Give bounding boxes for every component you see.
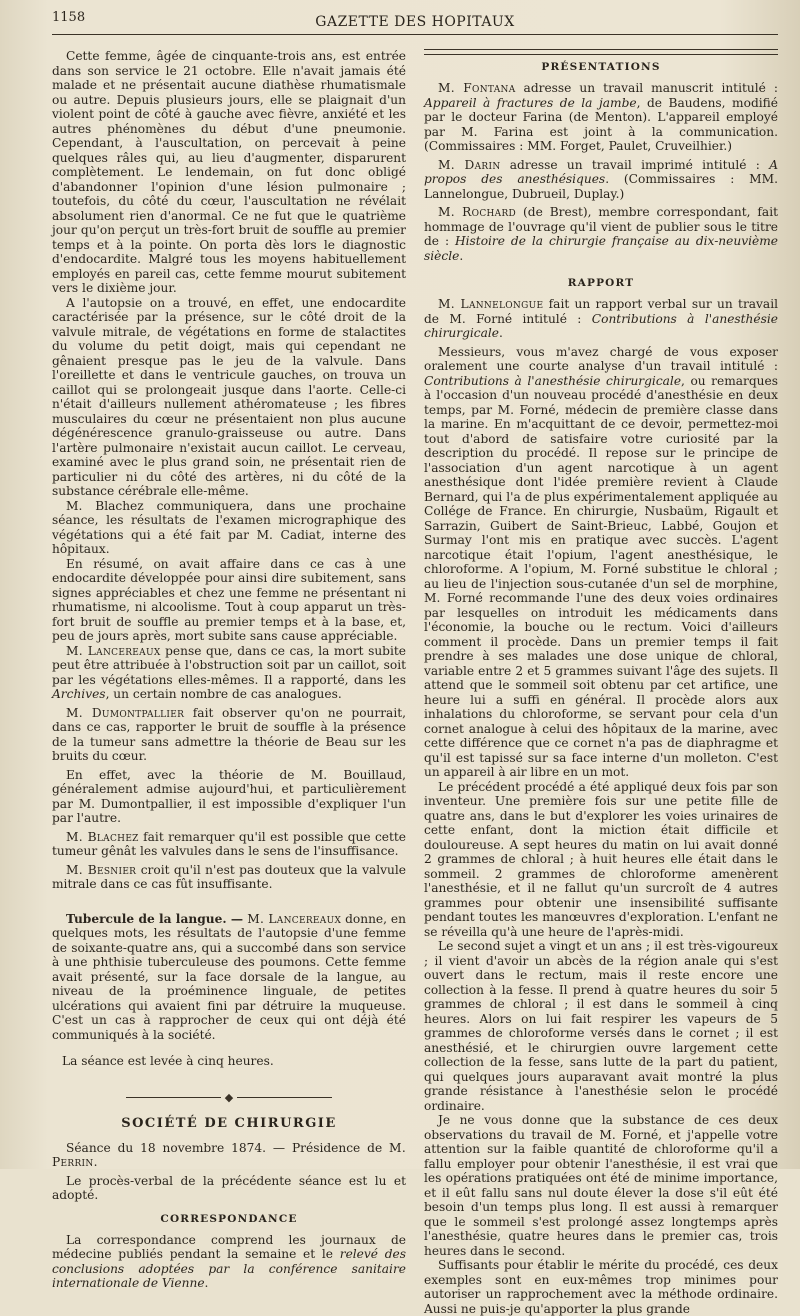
speaker-name: M. Dumontpallier (66, 705, 185, 720)
run-in-heading: Tubercule de la langue. — (66, 911, 244, 926)
speaker-name: M. Rochard (438, 205, 517, 219)
paragraph: Séance du 18 novembre 1874. — Présidence de M. Perrin. (52, 1140, 406, 1169)
paragraph: Cette femme, âgée de cinquante-trois ans, est entrée dans son service le 21 octobre. Elle n'avait jamais été malade et ne présentait aucune diathèse rhumatismale ou autre. Depuis plusieurs jours, elle se plaignait d'un violent point de côté à gauche avec fièvre, anxiété et les autres phénomènes du début d'une pneumonie. Cependant, à l'auscultation, on percevait à peine quelques râles qui, au lieu d'augmenter, disparurent complètement. Le lendemain, on fut donc obligé d'abandonner l'opinion d'une lésion pulmonaire ; toutefois, du côté du cœur, l'auscultation ne révélait absolument rien d'anormal. Ce ne fut que le quatrième jour qu'on perçut un très-fort bruit de souffle au premier temps et à la pointe. On porta dès lors le diagnostic d'endocardite. Malgré tous les moyens habituellement employés en pareil cas, cette femme mourut subitement vers le dixième jour. (52, 49, 406, 295)
paragraph: M. Rochard (de Brest), membre correspondant, fait hommage de l'ouvrage qu'il vient de publier sous le titre de : Histoire de la chirurgie française au dix-neuvième siècle. (424, 205, 778, 263)
paragraph: La correspondance comprend les journaux de médecine publiés pendant la semaine et le relevé des conclusions adoptées par la conférence sanitaire internationale de Vienne. (52, 1232, 407, 1290)
session-closing: La séance est levée à cinq heures. (62, 1054, 274, 1068)
paragraph: Le second sujet a vingt et un ans ; il est très-vigoureux ; il vient d'avoir un abcès de la région anale qui s'est ouvert dans le rectum, mais il reste encore une collection à la fesse. Il prend à quatre heures du soir 5 grammes de chloral ; il est dans le sommeil à cinq heures. Alors on lui fait respirer les vapeurs de 5 grammes de chloroforme versés dans le cornet ; il est anesthésié, et le chirurgien ouvre largement cette collection de la fesse, sans lutte de la part du patient, qui quelques jours auparavant avait montré la plus grande résistance à l'anesthésie selon le procédé ordinaire. (424, 939, 778, 1113)
speaker-name: M. Lannelongue (438, 297, 544, 311)
paragraph: En effet, avec la théorie de M. Bouillaud, généralement admise aujourd'hui, et particulièrement par M. Dumontpallier, il est impossible d'expliquer l'un par l'autre. (52, 767, 406, 825)
paragraph: M. Darin adresse un travail imprimé intitulé : A propos des anesthésiques. (Commissaires : MM. Lannelongue, Dubrueil, Duplay.) (424, 157, 778, 201)
paragraph: Le procès-verbal de la précédente séance est lu et adopté. (52, 1173, 406, 1202)
speaker-name: M. Fontana (438, 81, 516, 95)
paragraph: Tubercule de la langue. — M. Lancereaux donne, en quelques mots, les résultats de l'autopsie d'une femme de soixante-quatre ans, qui a succombé dans son service à une phthisie tuberculeuse des poumons. Cette femme avait présenté, sur la face dorsale de la langue, au niveau de la proéminence linguale, de petites ulcérations qui avaient fini par détruire la muqueuse. C'est un cas à rapprocher de ceux qui ont déjà été communiqués à la société. (52, 911, 406, 1042)
right-column (424, 49, 778, 1316)
subsection-title: RAPPORT (567, 277, 635, 289)
paragraph: M. Besnier croit qu'il n'est pas douteux que la valvule mitrale dans ce cas fût insuffisante. (52, 862, 406, 891)
president-name: M. Perrin (52, 1140, 406, 1169)
speaker-name: M. Lancereaux (243, 911, 342, 926)
speaker-name: M. Blachez (66, 829, 139, 844)
paragraph: M. Fontana adresse un travail manuscrit intitulé : Appareil à fractures de la jambe, de Baudens, modifié par le docteur Farina (de Menton). L'appareil employé par M. Farina est joint à la communication. (Commissaires : MM. Forget, Paulet, Cruveilhier.) (424, 81, 778, 153)
section-title: SOCIÉTÉ DE CHIRURGIE (121, 1115, 337, 1131)
paragraph: M. Lancereaux pense que, dans ce cas, la mort subite peut être attribuée à l'obstruction soit par un caillot, soit par les végétations elles-mêmes. Il a rapporté, dans les Archives, un certain nombre de cas analogues. (52, 643, 406, 701)
left-column (52, 49, 406, 1316)
paragraph: Suffisants pour établir le mérite du procédé, ces deux exemples sont en eux-mêmes trop minimes pour autoriser un rapprochement avec la méthode ordinaire. Aussi ne puis-je qu'apporter la plus grande (424, 1258, 778, 1316)
paragraph: A l'autopsie on a trouvé, en effet, une endocardite caractérisée par la présence, sur le côté droit de la valvule mitrale, de végétations en forme de stalactites du volume du petit doigt, mais qui cependant ne gênaient presque pas le jeu de la valvule. Dans l'oreillette et dans le ventricule gauches, on trouva un caillot qui se prolongeait jusque dans l'aorte. Celle-ci n'était d'ailleurs nullement athéromateuse ; les fibres musculaires du cœur ne présentaient non plus aucune dégénérescence granulo-graisseuse ou autre. Dans l'artère pulmonaire n'existait aucun caillot. Le cerveau, examiné avec le plus grand soin, ne présentait rien de particulier ni du côté des artères, ni du côté de la substance cérébrale elle-même. (52, 295, 406, 498)
paragraph: Messieurs, vous m'avez chargé de vous exposer oralement une courte analyse d'un travail intitulé : Contributions à l'anesthésie chirurgicale, ou remarques à l'occasion d'un nouveau procédé d'anesthésie en deux temps, par M. Forné, médecin de première classe dans la marine. En m'acquittant de ce devoir, permettez-moi tout d'abord de satisfaire votre curiosité par la description du procédé. Il repose sur le principe de l'association d'un agent narcotique à un agent anesthésique dont l'idée première revient à Claude Bernard, qui l'a de plus expérimentalement appliquée au Collége de France. En chirurgie, Nusbaüm, Rigault et Sarrazin, Guibert de Saint-Brieuc, Labbé, Goujon et Surmay l'ont mis en pratique avec succès. L'agent narcotique était l'opium, l'agent anesthésique, le chloroforme. A l'opium, M. Forné substitue le chloral ; au lieu de l'injection sous-cutanée d'un sel de morphine, M. Forné recommande l'une des deux voies ordinaires par lesquelles on introduit les médicaments dans l'économie, la bouche ou le rectum. Voici d'ailleurs comment il procède. Dans un premier temps il fait prendre à ses malades une dose unique de chloral, variable entre 2 et 5 grammes suivant l'âge des sujets. Il attend que le sommeil soit obtenu par cet artifice, une heure lui a suffi en général. Il procède alors aux inhalations du chloroforme, se servant pour cela d'un cornet analogue à celui des hôpitaux de la marine, avec cette différence que ce cornet n'a pas de diaphragme et qu'il est tapissé sur sa face interne d'un molleton. C'est un appareil à air libre en un mot. (424, 344, 778, 779)
paragraph: Le précédent procédé a été appliqué deux fois par son inventeur. Une première fois sur une petite fille de quatre ans, dans le but d'explorer les voies urinaires de cette enfant, dont la miction était difficile et douloureuse. A sept heures du matin on lui avait donné 2 grammes de chloral ; à huit heures elle était dans le sommeil. 2 grammes de chloroforme amenèrent l'anesthésie, et il ne fallut qu'un surcroît de 4 autres grammes pour obtenir une insensibilité suffisante pendant toutes les manœuvres d'exploration. L'enfant ne se réveilla qu'à une heure de l'après-midi. (424, 779, 778, 939)
journal-title: GAZETTE DES HOPITAUX (315, 14, 515, 30)
paragraph: M. Blachez communiquera, dans une prochaine séance, les résultats de l'examen micrographique des végétations qui a été fait par M. Cadiat, interne des hôpitaux. (52, 498, 406, 556)
subsection-title: CORRESPONDANCE (160, 1212, 298, 1225)
journal-reference: Archives (52, 687, 106, 701)
paragraph: Je ne vous donne que la substance de ces deux observations du travail de M. Forné, et j'appelle votre attention sur la faible quantité de chloroforme qu'il a fallu employer pour obtenir l'anesthésie, il est vrai que les opérations pratiquées ont été de minime importance, et il eût fallu sans nul doute élever la dose s'il eût été besoin d'un temps plus long. Il est aussi à remarquer que le sommeil s'est prolongé assez longtemps après l'anesthésie, quatre heures dans le premier cas, trois heures dans le second. (424, 1113, 778, 1258)
paragraph: M. Lannelongue fait un rapport verbal sur un travail de M. Forné intitulé : Contributions à l'anesthésie chirurgicale. (424, 297, 778, 340)
subsection-title: PRÉSENTATIONS (541, 61, 661, 73)
speaker-name: M. Lancereaux (66, 643, 161, 658)
text-columns (52, 49, 778, 1316)
speaker-name: M. Darin (438, 157, 501, 172)
column-rule (424, 49, 778, 55)
paragraph: M. Blachez fait remarquer qu'il est possible que cette tumeur gênât les valvules dans le sens de l'insuffisance. (52, 829, 406, 858)
paragraph: En résumé, on avait affaire dans ce cas à une endocardite développée pour ainsi dire subitement, sans signes appréciables et chez une femme ne présentant ni rhumatisme, ni alcoolisme. Tout à coup apparut un très-fort bruit de souffle au premier temps et à la base, et, peu de jours après, mort subite sans cause appréciable. (52, 556, 406, 643)
page-number: 1158 (52, 10, 86, 25)
paragraph: M. Dumontpallier fait observer qu'on ne pourrait, dans ce cas, rapporter le bruit de souffle à la présence de la tumeur sans admettre la théorie de Beau sur les bruits du cœur. (52, 705, 406, 763)
section-divider: ◆ (52, 1091, 406, 1104)
page-header (52, 8, 778, 35)
speaker-name: M. Besnier (66, 862, 137, 877)
